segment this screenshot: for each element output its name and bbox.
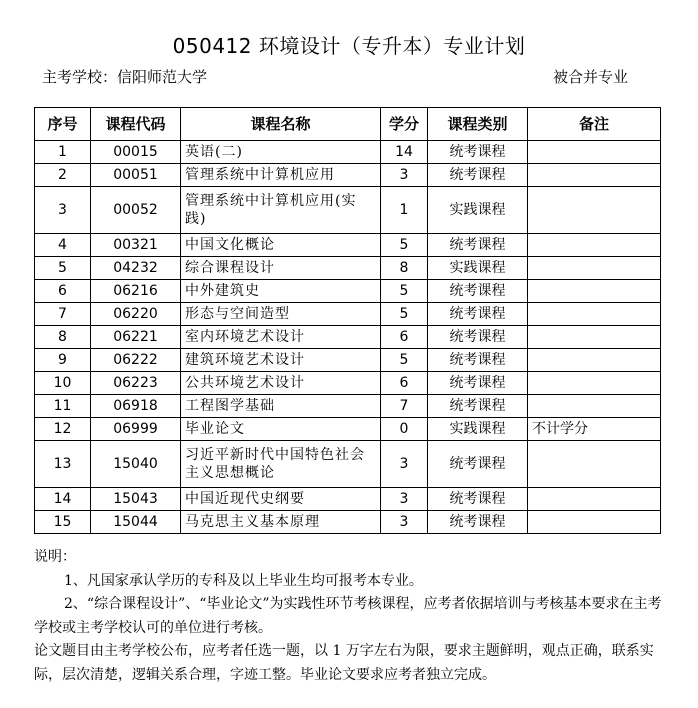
cell-course-name: 中外建筑史 <box>181 280 381 303</box>
column-header: 序号 <box>35 108 91 141</box>
cell-course-type: 统考课程 <box>428 141 528 164</box>
cell-course-code: 15044 <box>91 511 181 534</box>
cell-course-code: 00321 <box>91 234 181 257</box>
table-row <box>35 303 661 326</box>
cell-course-name: 公共环境艺术设计 <box>181 372 381 395</box>
cell-course-type: 实践课程 <box>428 187 528 234</box>
cell-course-code: 00052 <box>91 187 181 234</box>
notes-section <box>34 546 674 687</box>
cell-remark <box>528 488 661 511</box>
cell-course-name: 毕业论文 <box>181 418 381 441</box>
cell-credits: 5 <box>381 280 428 303</box>
table-row <box>35 164 661 187</box>
cell-remark <box>528 511 661 534</box>
table-row <box>35 280 661 303</box>
note-item: 论文题目由主考学校公布，应考者任选一题，以 1 万字左右为限，要求主题鲜明，观点正确，联系实际，层次清楚，逻辑关系合理，字迹工整。毕业论文要求应考者独立完成。 <box>34 643 654 683</box>
table-row <box>35 349 661 372</box>
cell-course-code: 06999 <box>91 418 181 441</box>
cell-course-name: 管理系统中计算机应用 <box>181 164 381 187</box>
cell-remark <box>528 303 661 326</box>
cell-course-code: 06222 <box>91 349 181 372</box>
cell-credits: 5 <box>381 234 428 257</box>
column-header: 备注 <box>528 108 661 141</box>
cell-course-name: 工程图学基础 <box>181 395 381 418</box>
cell-serial-number: 4 <box>35 234 91 257</box>
cell-remark <box>528 395 661 418</box>
cell-credits: 8 <box>381 257 428 280</box>
cell-serial-number: 12 <box>35 418 91 441</box>
cell-course-name: 室内环境艺术设计 <box>181 326 381 349</box>
cell-course-name: 建筑环境艺术设计 <box>181 349 381 372</box>
table-header-row <box>35 108 661 141</box>
cell-course-code: 06220 <box>91 303 181 326</box>
cell-course-name: 管理系统中计算机应用(实践) <box>181 187 381 234</box>
cell-serial-number: 3 <box>35 187 91 234</box>
cell-serial-number: 1 <box>35 141 91 164</box>
cell-remark: 不计学分 <box>528 418 661 441</box>
cell-course-code: 06216 <box>91 280 181 303</box>
cell-remark <box>528 280 661 303</box>
cell-credits: 5 <box>381 303 428 326</box>
cell-course-name: 马克思主义基本原理 <box>181 511 381 534</box>
cell-course-type: 统考课程 <box>428 349 528 372</box>
table-row <box>35 257 661 280</box>
merged-major-label: 被合并专业 <box>553 68 629 86</box>
cell-credits: 3 <box>381 488 428 511</box>
cell-course-code: 06221 <box>91 326 181 349</box>
table-row <box>35 441 661 488</box>
note-item: 2、“综合课程设计”、“毕业论文”为实践性环节考核课程，应考者依据培训与考核基本要求在主考学校或主考学校认可的单位进行考核。 <box>34 596 662 636</box>
table-row <box>35 187 661 234</box>
table-row <box>35 488 661 511</box>
cell-credits: 3 <box>381 164 428 187</box>
cell-course-type: 实践课程 <box>428 418 528 441</box>
cell-serial-number: 6 <box>35 280 91 303</box>
cell-course-code: 06918 <box>91 395 181 418</box>
cell-credits: 0 <box>381 418 428 441</box>
cell-course-name: 中国文化概论 <box>181 234 381 257</box>
cell-remark <box>528 372 661 395</box>
cell-course-type: 实践课程 <box>428 257 528 280</box>
cell-serial-number: 2 <box>35 164 91 187</box>
cell-remark <box>528 141 661 164</box>
cell-course-code: 00015 <box>91 141 181 164</box>
cell-course-type: 统考课程 <box>428 164 528 187</box>
column-header: 学分 <box>381 108 428 141</box>
cell-serial-number: 9 <box>35 349 91 372</box>
cell-remark <box>528 441 661 488</box>
cell-course-type: 统考课程 <box>428 441 528 488</box>
table-row <box>35 234 661 257</box>
cell-credits: 6 <box>381 372 428 395</box>
cell-serial-number: 5 <box>35 257 91 280</box>
cell-serial-number: 11 <box>35 395 91 418</box>
cell-course-code: 04232 <box>91 257 181 280</box>
cell-course-type: 统考课程 <box>428 488 528 511</box>
cell-serial-number: 7 <box>35 303 91 326</box>
cell-serial-number: 8 <box>35 326 91 349</box>
cell-remark <box>528 164 661 187</box>
column-header: 课程类别 <box>428 108 528 141</box>
table-row <box>35 418 661 441</box>
column-header: 课程代码 <box>91 108 181 141</box>
notes-heading: 说明： <box>34 549 76 565</box>
cell-course-code: 00051 <box>91 164 181 187</box>
table-row <box>35 141 661 164</box>
cell-course-name: 综合课程设计 <box>181 257 381 280</box>
table-row <box>35 511 661 534</box>
cell-course-code: 15040 <box>91 441 181 488</box>
cell-credits: 6 <box>381 326 428 349</box>
cell-remark <box>528 257 661 280</box>
cell-remark <box>528 326 661 349</box>
cell-course-type: 统考课程 <box>428 372 528 395</box>
table-row <box>35 395 661 418</box>
note-item: 1、凡国家承认学历的专科及以上毕业生均可报考本专业。 <box>64 572 423 589</box>
course-plan-table <box>34 107 661 534</box>
cell-serial-number: 13 <box>35 441 91 488</box>
cell-course-type: 统考课程 <box>428 303 528 326</box>
column-header: 课程名称 <box>181 108 381 141</box>
cell-course-code: 06223 <box>91 372 181 395</box>
cell-course-type: 统考课程 <box>428 234 528 257</box>
cell-remark <box>528 349 661 372</box>
cell-serial-number: 15 <box>35 511 91 534</box>
cell-credits: 3 <box>381 511 428 534</box>
cell-course-name: 形态与空间造型 <box>181 303 381 326</box>
cell-credits: 1 <box>381 187 428 234</box>
cell-serial-number: 10 <box>35 372 91 395</box>
cell-course-name: 习近平新时代中国特色社会主义思想概论 <box>181 441 381 488</box>
cell-course-type: 统考课程 <box>428 326 528 349</box>
cell-course-type: 统考课程 <box>428 395 528 418</box>
cell-credits: 7 <box>381 395 428 418</box>
cell-credits: 3 <box>381 441 428 488</box>
cell-credits: 14 <box>381 141 428 164</box>
cell-credits: 5 <box>381 349 428 372</box>
page-title: 050412 环境设计（专升本）专业计划 <box>172 34 526 58</box>
cell-course-name: 中国近现代史纲要 <box>181 488 381 511</box>
table-row <box>35 326 661 349</box>
cell-course-name: 英语(二) <box>181 141 381 164</box>
cell-course-type: 统考课程 <box>428 280 528 303</box>
cell-serial-number: 14 <box>35 488 91 511</box>
cell-remark <box>528 234 661 257</box>
cell-remark <box>528 187 661 234</box>
cell-course-code: 15043 <box>91 488 181 511</box>
table-row <box>35 372 661 395</box>
host-school: 主考学校：信阳师范大学 <box>42 68 208 86</box>
cell-course-type: 统考课程 <box>428 511 528 534</box>
